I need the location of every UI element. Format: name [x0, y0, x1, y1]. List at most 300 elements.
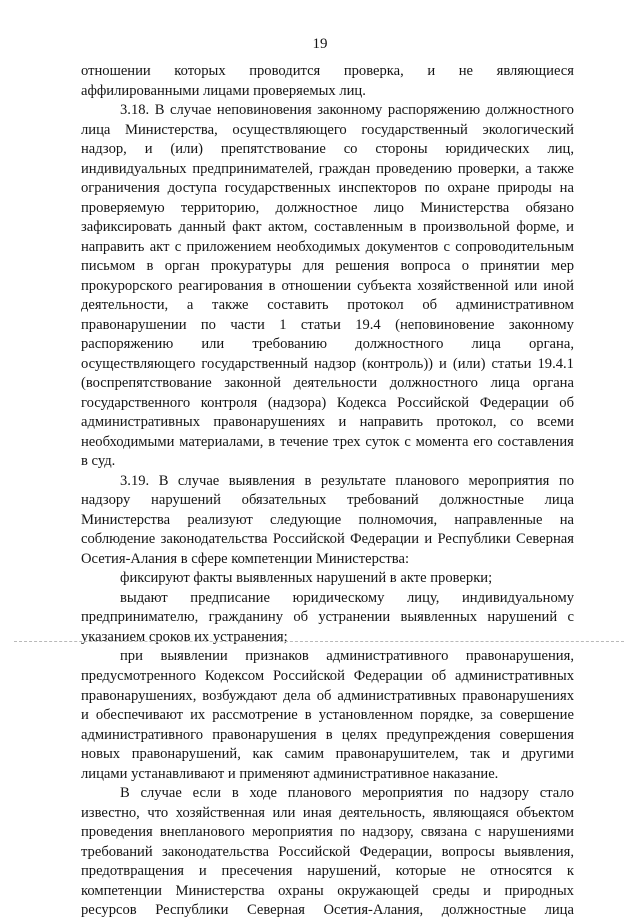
text-line: указанием сроков их устранения; — [81, 628, 288, 645]
word: и — [424, 531, 433, 548]
word: экологический — [482, 121, 574, 138]
word: законной — [224, 375, 281, 392]
word: нарушений — [487, 609, 558, 626]
word: государственный — [361, 121, 468, 138]
word: и — [144, 141, 153, 158]
word: административных — [337, 687, 457, 704]
word: мероприятия — [251, 824, 333, 841]
word: предпринимателей, — [192, 160, 313, 177]
word: приложением — [186, 238, 272, 255]
text-line — [81, 589, 574, 609]
word: Российской — [278, 843, 351, 860]
text-line — [81, 140, 574, 160]
text-line — [81, 394, 574, 414]
word: ходе — [249, 785, 278, 802]
word: для — [302, 258, 325, 275]
word: в — [409, 219, 417, 236]
word: и — [427, 63, 436, 79]
word: за — [480, 707, 493, 724]
text-line — [81, 62, 574, 82]
word: законодательства — [160, 531, 268, 548]
word: юридическому — [292, 589, 385, 606]
word: и — [483, 882, 491, 899]
word: по — [200, 316, 216, 333]
word: течение — [279, 433, 329, 450]
word: к — [566, 863, 574, 880]
word: правонарушений, — [131, 746, 241, 763]
text-line — [81, 530, 574, 550]
word: другими — [521, 746, 574, 763]
word: 19.4.1 — [537, 355, 574, 372]
word: В — [154, 102, 165, 119]
text-line — [81, 804, 574, 824]
word: части — [230, 316, 265, 333]
word: или — [514, 277, 538, 294]
word: окружающей — [337, 882, 419, 899]
word: надзору — [81, 492, 131, 509]
word: административного — [81, 726, 204, 743]
word: выдают — [120, 589, 168, 606]
word: в — [325, 726, 333, 743]
word: форме, — [516, 219, 560, 236]
word: стороны — [375, 141, 428, 158]
word: статьи — [300, 316, 341, 333]
word: Федерации — [353, 667, 423, 684]
word: протокол, — [436, 414, 497, 431]
word: об — [559, 394, 574, 411]
word: деятельности — [293, 375, 378, 392]
word: стало — [539, 785, 574, 802]
word: распоряжению — [81, 336, 174, 353]
word: реагирования — [178, 277, 263, 294]
word: природных — [504, 882, 574, 899]
word: граждан — [318, 160, 371, 177]
word: известно, — [81, 804, 140, 821]
word: трех — [333, 433, 361, 450]
word: Северная — [246, 902, 305, 919]
word: нарушений, — [307, 863, 381, 880]
text-line — [81, 882, 574, 902]
text-line — [81, 179, 574, 199]
word: требований — [81, 843, 153, 860]
word: объектом — [516, 804, 574, 821]
word: решения — [335, 258, 390, 275]
word: охране — [447, 180, 490, 197]
word: самим — [284, 746, 324, 763]
word: среды — [432, 882, 470, 899]
word: так — [470, 746, 491, 763]
word: должностного — [485, 102, 574, 119]
word: как — [252, 746, 273, 763]
word: или — [201, 336, 225, 353]
word: данный — [178, 219, 226, 236]
word: о — [461, 258, 470, 275]
word: нарушениями — [488, 824, 574, 841]
word: предотвращения — [81, 863, 185, 880]
word: и — [198, 863, 207, 880]
word: акт — [149, 238, 170, 255]
word: следующие — [270, 511, 342, 528]
word: правонарушениях, — [81, 687, 197, 704]
word: иная — [302, 804, 332, 821]
word: предусмотренного — [81, 667, 197, 684]
word: 3.19. — [120, 472, 150, 489]
word: составить — [267, 297, 329, 314]
word: момента — [415, 433, 469, 450]
word: соблюдение — [81, 531, 156, 548]
text-line — [81, 238, 574, 258]
word: лицу, — [407, 589, 440, 606]
word: индивидуальных — [81, 160, 187, 177]
word: возбуждают — [202, 687, 278, 704]
text-line — [81, 433, 574, 453]
word: в — [268, 277, 276, 294]
word: планового — [395, 472, 460, 489]
word: составленным — [314, 219, 403, 236]
word: с — [567, 609, 574, 626]
word: всеми — [536, 414, 574, 431]
word: Кодексом — [204, 667, 265, 684]
word: Северная — [515, 531, 574, 548]
word: (или) — [170, 141, 204, 158]
word: компетенции — [81, 882, 162, 899]
word: со — [509, 414, 524, 431]
word: ресурсов — [81, 902, 137, 919]
text-line — [81, 608, 574, 628]
text-line — [81, 823, 574, 843]
text-line — [81, 687, 574, 707]
word: (или) — [452, 355, 486, 372]
word: Федерации — [479, 394, 549, 411]
text-line: Осетия-Алания в сфере компетенции Министерства: — [81, 550, 410, 567]
word: проведению — [376, 160, 453, 177]
word: также — [537, 160, 574, 177]
word: 3.18. — [120, 102, 150, 119]
word: направить — [359, 414, 424, 431]
word: об — [316, 687, 332, 704]
text-line — [81, 413, 574, 433]
text-line — [81, 726, 574, 746]
word: по — [453, 785, 469, 802]
word: обязательных — [241, 492, 327, 509]
text-line — [81, 667, 574, 687]
word: выявления, — [504, 843, 574, 860]
word: суток — [365, 433, 400, 450]
word: В — [158, 472, 169, 489]
word: осуществляющего — [81, 355, 196, 372]
word: на — [559, 511, 574, 528]
text-line — [81, 491, 574, 511]
word: должностные — [439, 492, 524, 509]
word: случае — [170, 102, 212, 119]
word: юридических — [445, 141, 530, 158]
word: письмом — [81, 258, 136, 275]
word: зафиксировать — [81, 219, 172, 236]
word: Министерства — [420, 199, 510, 216]
text-line — [81, 257, 574, 277]
text-line — [81, 511, 574, 531]
word: Федерации, — [359, 843, 433, 860]
text-line — [81, 472, 574, 492]
word: об — [431, 667, 447, 684]
word: Российской — [272, 531, 345, 548]
word: проверки, — [457, 160, 520, 177]
word: дела — [283, 687, 311, 704]
word: Кодекса — [336, 394, 387, 411]
word: должностное — [275, 199, 358, 216]
text-line: аффилированными лицами проверяемых лиц. — [81, 82, 366, 99]
text-line — [81, 101, 574, 121]
word: их — [190, 707, 206, 724]
word: органа, — [528, 336, 574, 353]
word: составления — [497, 433, 574, 450]
word: в — [268, 433, 276, 450]
text-line — [81, 374, 574, 394]
word: пресечения — [221, 863, 293, 880]
word: лица — [471, 336, 501, 353]
word: в — [231, 785, 239, 802]
text-line: фиксируют факты выявленных нарушений в акте проверки; — [120, 570, 493, 587]
scan-fold-line — [14, 641, 624, 642]
text-line — [81, 647, 574, 667]
word: документов — [365, 238, 439, 255]
word: проверка, — [343, 63, 404, 79]
word: органа — [532, 375, 574, 392]
word: об — [293, 609, 309, 626]
word: реализуют — [187, 511, 253, 528]
word: надзор, — [81, 141, 127, 158]
word: 19.4 — [355, 316, 381, 333]
word: хозяйственная — [175, 804, 265, 821]
text-line — [81, 218, 574, 238]
word: устранении — [318, 609, 391, 626]
word: мероприятия — [362, 785, 444, 802]
word: совершения — [499, 726, 574, 743]
text-line — [81, 862, 574, 882]
word: предпринимателю, — [81, 609, 199, 626]
word: государственных — [224, 180, 331, 197]
word: Российской — [272, 667, 345, 684]
word: и — [338, 414, 347, 431]
word: с — [474, 824, 481, 841]
word: внепланового — [159, 824, 245, 841]
word: (воспрепятствование — [81, 375, 212, 392]
word: совершение — [499, 707, 574, 724]
word: с — [443, 238, 450, 255]
text-line — [81, 160, 574, 180]
word: инспекторов — [338, 180, 417, 197]
word: сопроводительным — [455, 238, 574, 255]
word: порядке, — [420, 707, 474, 724]
word: со — [343, 141, 358, 158]
word: выявленных — [400, 609, 478, 626]
word: его — [473, 433, 493, 450]
word: полномочия, — [358, 511, 438, 528]
word: или — [272, 804, 296, 821]
word: при — [120, 648, 143, 665]
word: необходимых — [276, 238, 361, 255]
word: природы — [497, 180, 552, 197]
word: Федерации — [350, 531, 419, 548]
word: актом, — [268, 219, 308, 236]
word: осуществляющего — [232, 121, 347, 138]
word: новых — [81, 746, 121, 763]
word: законному — [317, 102, 383, 119]
word: и — [566, 219, 574, 236]
word: препятствование — [220, 141, 326, 158]
word: которые — [395, 863, 447, 880]
word: индивидуальному — [462, 589, 574, 606]
word: деятельность, — [339, 804, 426, 821]
word: в — [146, 258, 154, 275]
word: с — [174, 238, 182, 255]
word: мероприятия — [468, 472, 550, 489]
word: нарушений — [151, 492, 221, 509]
word: и — [501, 746, 510, 763]
word: и — [81, 707, 89, 724]
word: вопроса — [400, 258, 451, 275]
word: (неповиновение — [395, 316, 495, 333]
word: случае — [177, 472, 220, 489]
word: правонарушения, — [465, 648, 574, 665]
word: планового — [287, 785, 352, 802]
word: также — [212, 297, 249, 314]
word: надзор — [313, 355, 357, 372]
text-line — [81, 199, 574, 219]
word: прокуратуры — [210, 258, 292, 275]
word: должностного — [389, 375, 478, 392]
text-line — [81, 901, 574, 921]
word: необходимыми — [81, 433, 175, 450]
word: протокол — [347, 297, 404, 314]
word: должностные — [441, 902, 527, 919]
word: вопросы — [441, 843, 495, 860]
word: правонарушениях — [213, 414, 326, 431]
word: административных — [455, 667, 574, 684]
word: правонарушениях — [462, 687, 574, 704]
word: хозяйственной — [417, 277, 509, 294]
word: статьи — [491, 355, 532, 372]
word: надзору, — [362, 824, 414, 841]
word: по — [339, 824, 356, 841]
word: Осетия-Алания, — [323, 902, 424, 919]
word: отношении — [81, 63, 151, 79]
word: неповиновения — [216, 102, 312, 119]
word: законодательства — [162, 843, 269, 860]
text-line — [81, 745, 574, 765]
text-line: в суд. — [81, 453, 116, 470]
word: лица — [544, 902, 574, 919]
word: лиц, — [547, 141, 574, 158]
word: связана — [420, 824, 468, 841]
word: предупреждения — [386, 726, 491, 743]
word: Министерства — [81, 511, 171, 528]
word: правонарушителем, — [335, 746, 459, 763]
text-line — [81, 316, 574, 336]
word: требованию — [252, 336, 328, 353]
word: правонарушении — [81, 316, 187, 333]
word: проведения — [81, 824, 153, 841]
word: должностного — [355, 336, 444, 353]
word: деятельности, — [81, 297, 169, 314]
word: с — [404, 433, 411, 450]
word: Республики — [437, 531, 511, 548]
word: законному — [508, 316, 574, 333]
word: если — [192, 785, 222, 802]
word: Республики — [155, 902, 229, 919]
text-line — [81, 296, 574, 316]
word: правонарушения — [212, 726, 317, 743]
word: не — [458, 63, 474, 79]
word: иной — [543, 277, 574, 294]
word: в — [304, 472, 312, 489]
word: рассмотрение — [212, 707, 298, 724]
word: государственного — [81, 394, 191, 411]
word: лица — [81, 121, 111, 138]
document-body — [81, 62, 574, 921]
word: орган — [164, 258, 200, 275]
word: и — [439, 355, 447, 372]
word: распоряжению — [387, 102, 481, 119]
word: административных — [81, 414, 200, 431]
word: а — [525, 160, 532, 177]
word: установленном — [318, 707, 413, 724]
word: доступа — [167, 180, 217, 197]
text-line — [81, 355, 574, 375]
word: Российской — [397, 394, 470, 411]
word: административном — [455, 297, 574, 314]
word: случае — [140, 785, 182, 802]
word: надзору — [479, 785, 529, 802]
word: проверяемую — [81, 199, 165, 216]
word: что — [147, 804, 169, 821]
word: лица — [490, 375, 520, 392]
text-line: лицами устанавливают и применяют административное наказание. — [81, 765, 499, 782]
word: предписание — [190, 589, 270, 606]
word: целях — [341, 726, 378, 743]
word: лицо — [373, 199, 404, 216]
word: проводится — [249, 63, 321, 79]
word: мер — [550, 258, 574, 275]
word: направить — [81, 238, 145, 255]
word: В — [120, 785, 130, 802]
word: лица — [544, 492, 574, 509]
word: являющиеся — [496, 63, 574, 79]
word: об — [422, 297, 438, 314]
word: прокурорского — [81, 277, 173, 294]
text-line — [81, 706, 574, 726]
word: признаков — [245, 648, 309, 665]
word: обеспечивают — [95, 707, 184, 724]
word: факт — [232, 219, 262, 236]
word: а — [186, 297, 194, 314]
word: контроля — [200, 394, 258, 411]
text-line — [81, 843, 574, 863]
word: материалами, — [179, 433, 264, 450]
word: территорию, — [180, 199, 260, 216]
word: (контроль)) — [362, 355, 434, 372]
word: принятии — [480, 258, 540, 275]
word: которых — [174, 63, 226, 79]
word: Министерства — [175, 882, 265, 899]
text-line — [81, 277, 574, 297]
word: произвольной — [423, 219, 510, 236]
word: выявлении — [160, 648, 228, 665]
word: по — [558, 472, 574, 489]
word: субъекта — [357, 277, 412, 294]
page-number: 19 — [312, 36, 328, 52]
text-line — [81, 121, 574, 141]
